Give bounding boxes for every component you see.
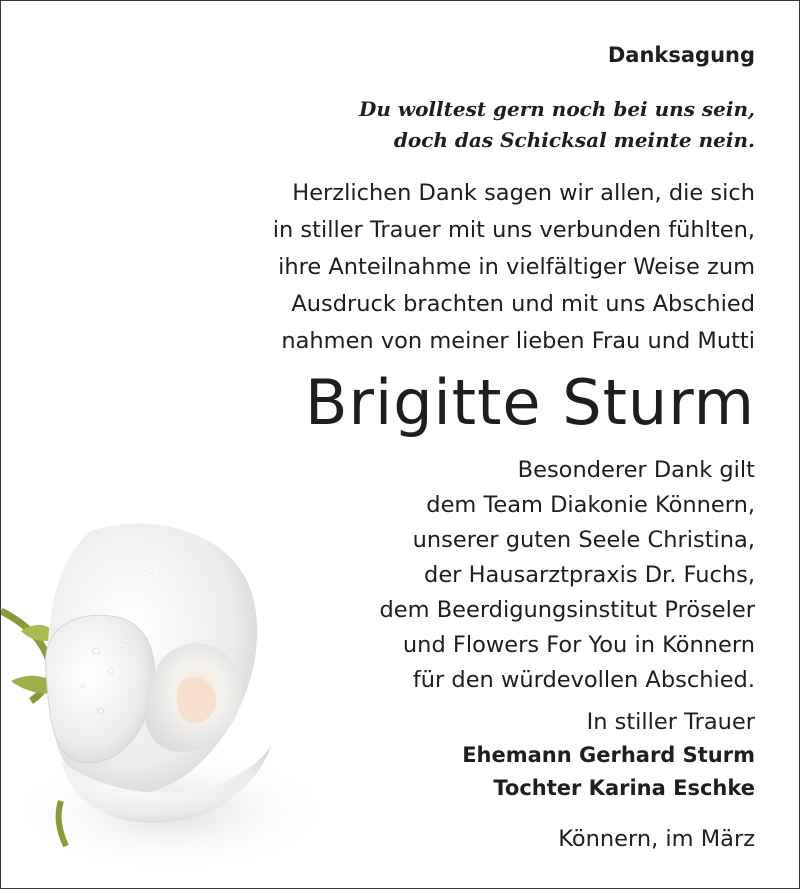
place-date: Könnern, im März: [558, 826, 755, 852]
signer-daughter: Tochter Karina Eschke: [493, 776, 755, 800]
special-thanks: [380, 453, 755, 698]
signer-husband: Ehemann Gerhard Sturm: [462, 743, 755, 767]
special-thanks-line: dem Beerdigungsinstitut Pröseler: [379, 597, 755, 623]
thanks-line: ihre Anteilnahme in vielfältiger Weise zum: [278, 254, 755, 280]
motto: [359, 94, 755, 156]
thanks-line: in stiller Trauer mit uns verbunden fühlten,: [272, 217, 755, 243]
thanks-paragraph: [273, 175, 755, 360]
motto-line: Du wolltest gern noch bei uns sein,: [359, 97, 755, 121]
special-thanks-line: unserer guten Seele Christina,: [412, 527, 755, 553]
special-thanks-line: und Flowers For You in Könnern: [402, 632, 755, 658]
special-thanks-line: für den würdevollen Abschied.: [412, 667, 755, 693]
thanks-line: Herzlichen Dank sagen wir allen, die sich: [292, 180, 755, 206]
special-thanks-line: der Hausarztpraxis Dr. Fuchs,: [424, 562, 755, 588]
mourning-line: In stiller Trauer: [586, 709, 755, 735]
special-thanks-line: Besonderer Dank gilt: [517, 457, 755, 483]
thanks-line: Ausdruck brachten und mit uns Abschied: [291, 291, 755, 317]
motto-line: doch das Schicksal meinte nein.: [393, 128, 755, 152]
thanks-line: nahmen von meiner lieben Frau und Mutti: [281, 328, 755, 354]
deceased-name: Brigitte Sturm: [304, 366, 755, 439]
white-rose-image: [1, 511, 331, 889]
special-thanks-line: dem Team Diakonie Könnern,: [426, 492, 755, 518]
heading: Danksagung: [607, 43, 755, 67]
